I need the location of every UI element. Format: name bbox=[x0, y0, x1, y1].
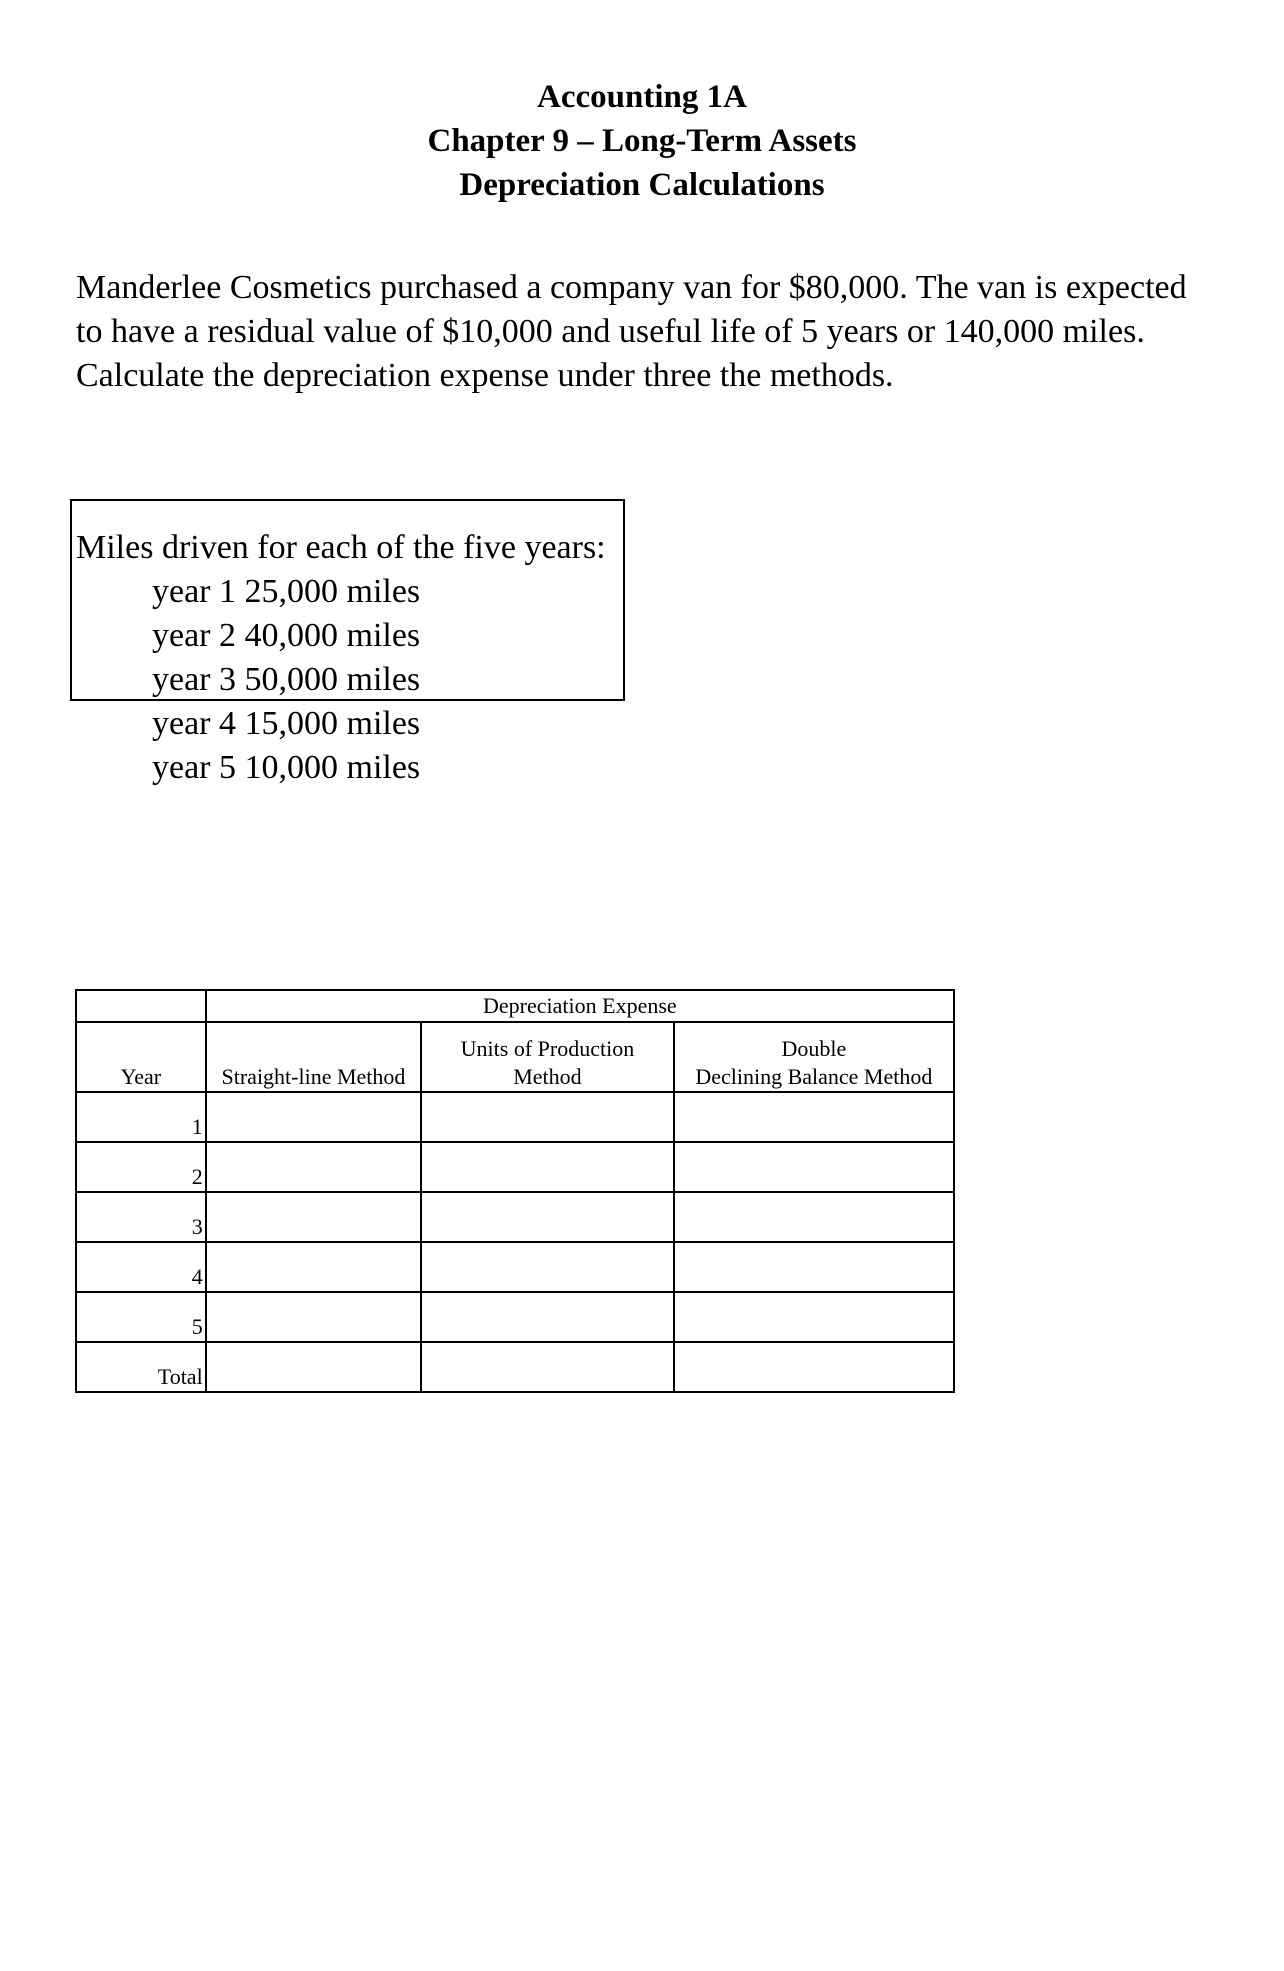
ddb-cell-2[interactable] bbox=[674, 1142, 954, 1192]
ddb-header-line-2: Declining Balance Method bbox=[695, 1064, 933, 1089]
units-cell-5[interactable] bbox=[421, 1292, 673, 1342]
straight-line-cell-2[interactable] bbox=[206, 1142, 422, 1192]
table-row bbox=[76, 1142, 954, 1192]
straight-line-column-header: Straight-line Method bbox=[206, 1022, 422, 1092]
units-of-production-column-header bbox=[421, 1022, 673, 1092]
table-row bbox=[76, 1092, 954, 1142]
units-header-line-2: Method bbox=[513, 1064, 582, 1089]
units-header-line-1: Units of Production bbox=[460, 1036, 635, 1061]
year-column-header: Year bbox=[76, 1022, 206, 1092]
units-cell-2[interactable] bbox=[421, 1142, 673, 1192]
straight-line-cell-4[interactable] bbox=[206, 1242, 422, 1292]
straight-line-cell-1[interactable] bbox=[206, 1092, 422, 1142]
miles-heading: Miles driven for each of the five years: bbox=[76, 529, 606, 566]
units-cell-3[interactable] bbox=[421, 1192, 673, 1242]
table-row bbox=[76, 1292, 954, 1342]
table-group-header-row bbox=[76, 990, 954, 1022]
year-cell-5: 5 bbox=[76, 1292, 206, 1342]
double-declining-column-header bbox=[674, 1022, 954, 1092]
ddb-header-line-1: Double bbox=[781, 1036, 847, 1061]
miles-item-year-5: year 5 10,000 miles bbox=[152, 749, 421, 786]
miles-item-year-2: year 2 40,000 miles bbox=[152, 617, 421, 654]
topic-title: Depreciation Calculations bbox=[459, 167, 825, 203]
ddb-cell-1[interactable] bbox=[674, 1092, 954, 1142]
course-title: Accounting 1A bbox=[537, 79, 747, 115]
table-column-header-row bbox=[76, 1022, 954, 1092]
units-cell-4[interactable] bbox=[421, 1242, 673, 1292]
year-cell-3: 3 bbox=[76, 1192, 206, 1242]
units-cell-total[interactable] bbox=[421, 1342, 673, 1392]
ddb-cell-3[interactable] bbox=[674, 1192, 954, 1242]
year-cell-1: 1 bbox=[76, 1092, 206, 1142]
straight-line-cell-3[interactable] bbox=[206, 1192, 422, 1242]
straight-line-cell-total[interactable] bbox=[206, 1342, 422, 1392]
ddb-cell-5[interactable] bbox=[674, 1292, 954, 1342]
depreciation-expense-header: Depreciation Expense bbox=[206, 990, 954, 1022]
miles-item-year-1: year 1 25,000 miles bbox=[152, 573, 421, 610]
ddb-cell-4[interactable] bbox=[674, 1242, 954, 1292]
depreciation-table bbox=[75, 989, 955, 1393]
year-cell-4: 4 bbox=[76, 1242, 206, 1292]
miles-list bbox=[76, 526, 606, 790]
table-corner-cell bbox=[76, 990, 206, 1022]
table-row bbox=[76, 1192, 954, 1242]
miles-item-year-4: year 4 15,000 miles bbox=[152, 705, 421, 742]
table-row bbox=[76, 1242, 954, 1292]
chapter-title: Chapter 9 – Long-Term Assets bbox=[427, 123, 857, 159]
units-cell-1[interactable] bbox=[421, 1092, 673, 1142]
year-cell-2: 2 bbox=[76, 1142, 206, 1192]
document-title bbox=[0, 75, 1284, 207]
miles-item-year-3: year 3 50,000 miles bbox=[152, 661, 421, 698]
table-row bbox=[76, 1342, 954, 1392]
ddb-cell-total[interactable] bbox=[674, 1342, 954, 1392]
year-cell-total: Total bbox=[76, 1342, 206, 1392]
problem-statement: Manderlee Cosmetics purchased a company van for $80,000. The van is expected to have a residual value of $10,000 and useful life of 5 years or 140,000 miles. Calculate the depreciation expense under three the methods. bbox=[76, 269, 1187, 394]
straight-line-cell-5[interactable] bbox=[206, 1292, 422, 1342]
